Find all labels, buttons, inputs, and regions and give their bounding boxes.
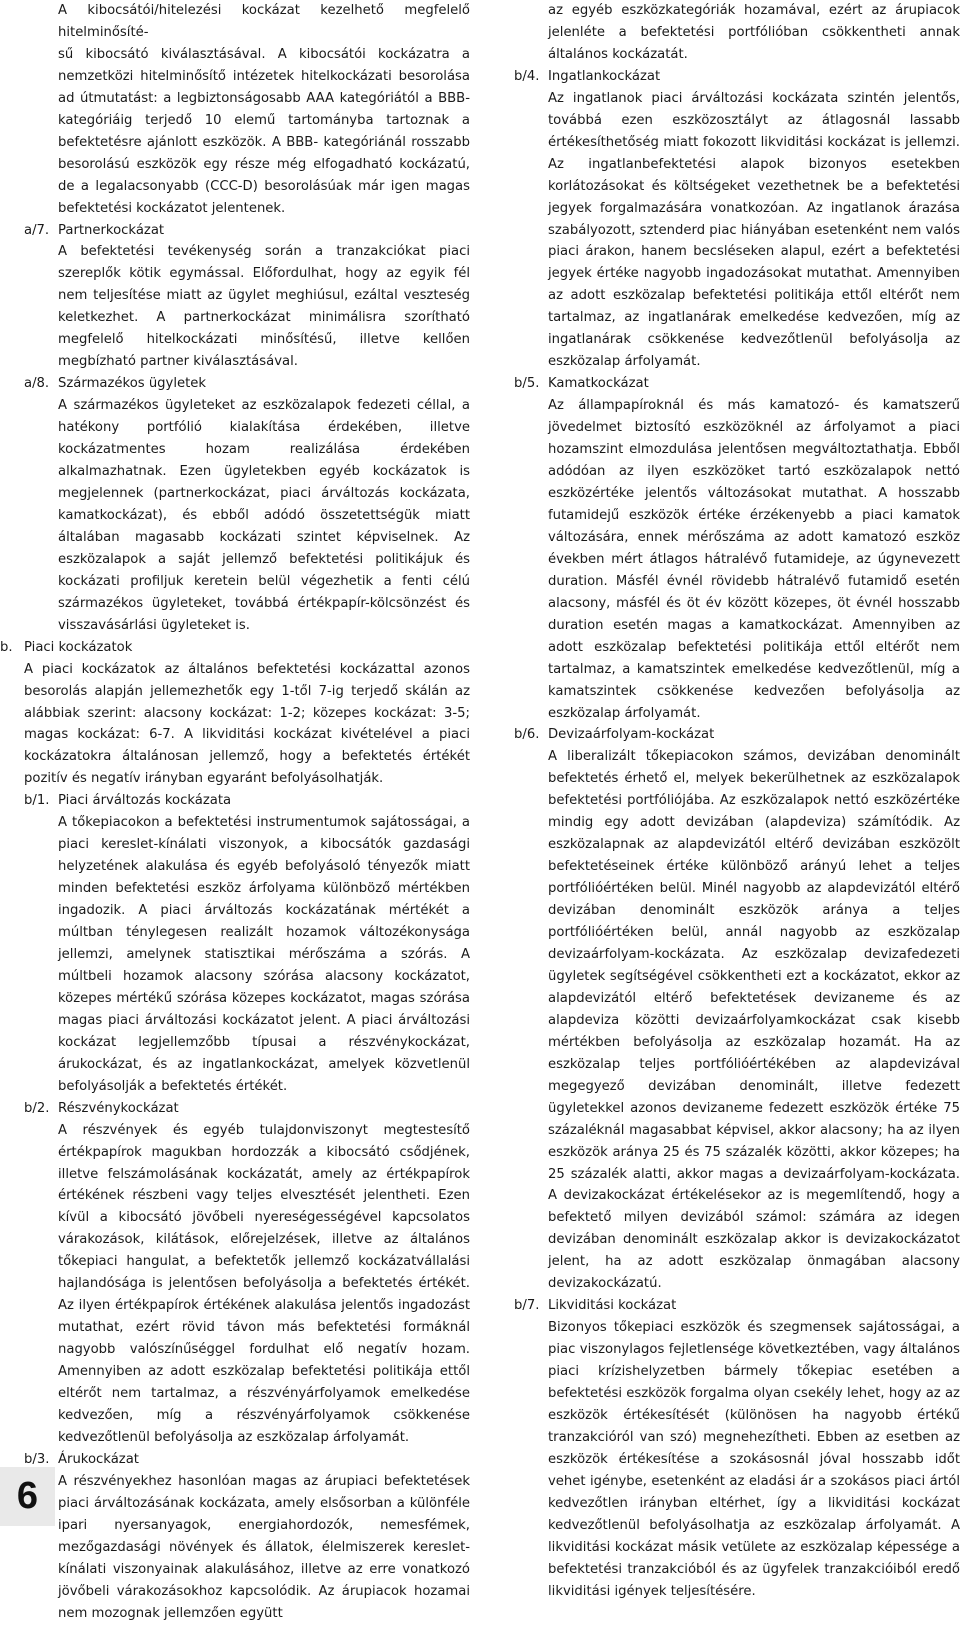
- section-label: b.: [0, 639, 13, 655]
- section-a8-heading: [24, 373, 470, 395]
- section-b2-heading: [24, 1098, 470, 1120]
- section-label: b/2.: [24, 1100, 50, 1116]
- section-b1-body: A tőkepiacokon a befektetési instrumentumok sajátosságai, a piaci kereslet-kínálati viszonyok, a kibocsátók gazdasági helyzetének alakulása és egyéb befolyásoló tényezők miatt minden befektetési eszköz árfolyama különböző mértékben ingadozik. A piaci árváltozás kockázatának mértékét a múltban ténylegesen realizált hozamok változékonysága jellemzi, amelynek statisztikai mérőszáma a szórás. A múltbeli hozamok alacsony szórása alacsony kockázatot, közepes mértékű szórása közepes kockázatot, magas szórása magas piaci árváltozási kockázatot jelent. A piaci árváltozási kockázat legjellemzőbb típusai a részvénykockázat, árukockázat, és az ingatlankockázat, amelyek közvetlenül befolyásolják a befektetés értékét.: [58, 815, 470, 1094]
- intro-first-line: A kibocsátói/hitelezési kockázat kezelhető megfelelő hitelminősíté-: [58, 3, 470, 40]
- section-label: b/4.: [514, 68, 540, 84]
- continued-paragraph: az egyéb eszközkategóriák hozamával, ezért az árupiacok jelenléte a befektetési portfólióban csökkentheti annak általános kockázatát.: [548, 3, 960, 62]
- section-title: Devizaárfolyam-kockázat: [548, 727, 715, 743]
- section-title: Származékos ügyletek: [58, 376, 207, 392]
- section-label: b/1.: [24, 793, 50, 809]
- section-title: Piaci kockázatok: [24, 639, 133, 655]
- section-b-body: A piaci kockázatok az általános befektetési kockázattal azonos besorolás alapján jellemezhetők egy 1-től 7-ig terjedő skálán az alábbiak szerint: alacsony kockázat: 1-2; közepes kockázat: 3-5; magas kockázat: 6-7. A likviditási kockázat kivételével a piaci kockázatokra általánosan jellemző, hogy a befektetés értékét pozitív és negatív irányban egyaránt befolyásolhatják.: [24, 661, 470, 787]
- section-label: a/7.: [24, 222, 50, 238]
- section-title: Ingatlankockázat: [548, 68, 661, 84]
- section-a7-heading: [24, 220, 470, 242]
- section-b1-heading: [24, 790, 470, 812]
- section-a8-body: A származékos ügyleteket az eszközalapok fedezeti céllal, a hatékony portfólió kialakítása érdekében, illetve kockázatmentes hozam realizálása érdekében alkalmazhatnak. Ezen ügyletekben egyéb kockázatok is megjelennek (partnerkockázat, piaci árváltozás kockázata, kamatkockázat), és ebből adódó összetettségük miatt általában magasabb kockázati szintet képviselnek. Az eszközalapok a saját jellemző befektetési politikájuk és kockázati profiljuk keretein belül végezhetik a fenti célú származékos ügyleteket, továbbá értékpapír-kölcsönzést és visszavásárlási ügyleteket is.: [58, 398, 470, 633]
- section-b6-body: A liberalizált tőkepiacokon számos, devizában denominált befektetés érhető el, melyek bekerülhetnek az eszközalapok befektetési portfóliójába. Az eszközalapok nettó eszközértéke mindig egy adott devizában (alapdeviza) számítódik. Az eszközalapnak az alapdevizától eltérő devizában eszközölt befektetéseinek értéke különböző arányú lehet a teljes portfólióértéken belül. Minél nagyobb az alapdevizától eltérő devizában denominált eszközök aránya a teljes portfólióértéken belül, annál nagyobb az eszközalap devizaárfolyam-kockázata. Az eszközalap devizafedezeti ügyletek segítségével csökkentheti ezt a kockázatot, ekkor az alapdevizától eltérő befektetések devizaneme és az alapdeviza közötti devizaárfolyamkockázat csak kisebb mértékben befolyásolja az eszközalap hozamát. Ha az eszközalap teljes portfólióértékében az alapdevizával megegyező devizában denominált, illetve fedezett ügyletekkel azonos devizaneme fedezett eszközök értéke 75 százaléknál magasabbat képvisel, akkor alacsony; ha az ilyen eszközök aránya 25 és 75 százalék közötti, akkor közepes; ha 25 százalék alatti, akkor magas a devizaárfolyam-kockázata. A devizakockázat értékelésekor az is megemlítendő, hogy a befektető milyen devizából számol: számára az idegen devizában denominált eszközalap akkor is devizakockázatot jelent, ha az adott eszközalap önmagában alacsony devizakockázatú.: [548, 749, 960, 1292]
- section-title: Részvénykockázat: [58, 1100, 179, 1116]
- section-title: Likviditási kockázat: [548, 1298, 677, 1314]
- left-column: [0, 0, 470, 1625]
- section-label: b/6.: [514, 727, 540, 743]
- section-title: Piaci árváltozás kockázata: [58, 793, 232, 809]
- page-number: 6: [16, 1475, 39, 1517]
- section-b3-body: A részvényekhez hasonlóan magas az árupiaci befektetések piaci árváltozásának kockázata, amely elsősorban a különféle ipari nyersanyagok, energiahordozók, nemesfémek, mezőgazdasági növények és állatok, élelmiszerek kereslet-kínálati viszonyainak alakulásához, illetve az erre vonatkozó jövőbeli várakozásokhoz kapcsolódik. Az árupiacok hozamai nem mozognak jellemzően együtt: [58, 1473, 470, 1621]
- section-b5-body: Az állampapíroknál és más kamatozó- és kamatszerű jövedelmet biztosító eszközöknél az árfolyamot a piaci hozamszint elmozdulása jelentősen megváltoztathatja. Ebből adódóan az ilyen eszközöket tartó eszközalapok nettó eszközértéke jelentős változásokat mutathat. A hosszabb futamidejű eszközök értéke érzékenyebb a piaci kamatok változására, ennek mérőszáma az adott kamatozó eszköz években mért átlagos hátralévő futamideje, az úgynevezett duration. Másfél évnél rövidebb hátralévő futamidő esetén alacsony, másfél és öt év között közepes, öt évnél hosszabb duration esetén magas a kamatkockázat. Amennyiben az adott eszközalap befektetési politikája ettől eltérőt nem tartalmaz, a kamatszintek emelkedése kedvezőtlenül, míg a kamatszintek csökkenése kedvezően befolyásolja az eszközalap árfolyamát.: [548, 398, 960, 721]
- section-b2-body: A részvények és egyéb tulajdonviszonyt megtestesítő értékpapírok magukban hordozzák a kibocsátó csődjének, illetve felszámolásának kockázatát, amely az értékpapírok értékének részbeni vagy teljes elvesztését jelentheti. Ezen kívül a kibocsátó jövőbeli nyereségességével kapcsolatos várakozások, kilátások, előrejelzések, illetve az általános tőkepiaci hangulat, a befektetők jellemző kockázatvállalási hajlandósága is jelentősen befolyásolja a befektetés értékét. Az ilyen értékpapírok értékének alakulása jelentős ingadozást mutathat, ezért rövid távon más befektetési formáknál nagyobb valószínűséggel fordulhat elő negatív hozam. Amennyiben az adott eszközalap befektetési politikája ettől eltérőt nem tartalmaz, a részvényárfolyamok emelkedése kedvezően, míg a részvényárfolyamok csökkenése kedvezőtlenül befolyásolja az eszközalap árfolyamát.: [58, 1122, 470, 1445]
- section-a7-body: A befektetési tevékenység során a tranzakciókat piaci szereplők kötik egymással. Előfordulhat, hogy az egyik fél nem teljesítése miatt az ügylet meghiúsul, ezáltal veszteség keletkezhet. A partnerkockázat minimálisra szorítható megfelelő hitelkockázati minősítésű, illetve kellően megbízható partner kiválasztásával.: [58, 244, 470, 370]
- page-number-box: [0, 1467, 55, 1526]
- right-column: [514, 0, 960, 1603]
- section-title: Árukockázat: [58, 1451, 139, 1467]
- section-b4-heading: [514, 66, 960, 88]
- section-label: b/5.: [514, 376, 540, 392]
- section-b7-heading: [514, 1295, 960, 1317]
- section-b6-heading: [514, 724, 960, 746]
- section-b4-body: Az ingatlanok piaci árváltozási kockázata szintén jelentős, továbbá ezen eszközosztályt az átlagosnál lassabb értékesíthetőség miatt fokozott likviditási kockázat is jellemzi. Az ingatlanbefektetési alapok bizonyos esetekben korlátozásokat és költségeket vezethetnek be a befektetési jegyek forgalmazására vonatkozóan. Az ingatlanok árazása szabályozott, sztenderd piac hiányában esetenként nem valós piaci árakon, hanem becsléseken alapul, ezért a befektetési jegyek értéke nagyobb ingadozásokat mutathat. Amennyiben az adott eszközalap befektetési politikája ettől eltérőt nem tartalmaz, az ingatlanárak emelkedése kedvezően, míg az ingatlanárak csökkenése kedvezőtlenül befolyásolja az eszközalap árfolyamát.: [548, 90, 960, 370]
- intro-paragraph: sű kibocsátó kiválasztásával. A kibocsátói kockázatra a nemzetközi hitelminősítő intézetek hitelkockázati besorolása ad útmutatást: a legbiztonságosabb AAA kategóriától a BBB- kategóriáig terjedő 10 elemű tartományba tartoznak a befektetésre ajánlott eszközök. A BBB- kategóriánál rosszabb besorolású eszközök egy része még elfogadható kockázatú, de a legalacsonyabb (CCC-D) besorolásúak már igen magas befektetési kockázatot jelentenek.: [58, 46, 470, 216]
- section-b7-body: Bizonyos tőkepiaci eszközök és szegmensek sajátosságai, a piac viszonylagos fejletlensége következtében, vagy általános piaci krízishelyzetben bármely tőkepiac esetében a befektetési eszközök forgalma olyan csekély lehet, hogy az az eszközök értékesítését (különösen ha nagyobb értékű tranzakcióról van szó) megnehezítheti. Ebben az esetben az eszközök értékesítése a szokásosnál jóval hosszabb időt vehet igénybe, esetenként az eladási ár a szokásos piaci ártól kedvezőtlen irányban eltérhet, így a likviditási kockázat kedvezőtlenül befolyásolhatja az eszközalap árfolyamát. A likviditási kockázat másik vetülete az eszközalap képessége a befektetési tranzakcióból és az ügyfelek tranzakcióiból eredő likviditási igények teljesítésére.: [548, 1320, 960, 1599]
- section-label: a/8.: [24, 376, 50, 392]
- section-title: Partnerkockázat: [58, 222, 165, 238]
- section-b5-heading: [514, 373, 960, 395]
- section-title: Kamatkockázat: [548, 376, 649, 392]
- section-label: b/7.: [514, 1298, 540, 1314]
- section-b-heading: [0, 637, 470, 659]
- intro-section: [24, 0, 470, 220]
- section-label: b/3.: [24, 1451, 50, 1467]
- section-b3-heading: [24, 1449, 470, 1471]
